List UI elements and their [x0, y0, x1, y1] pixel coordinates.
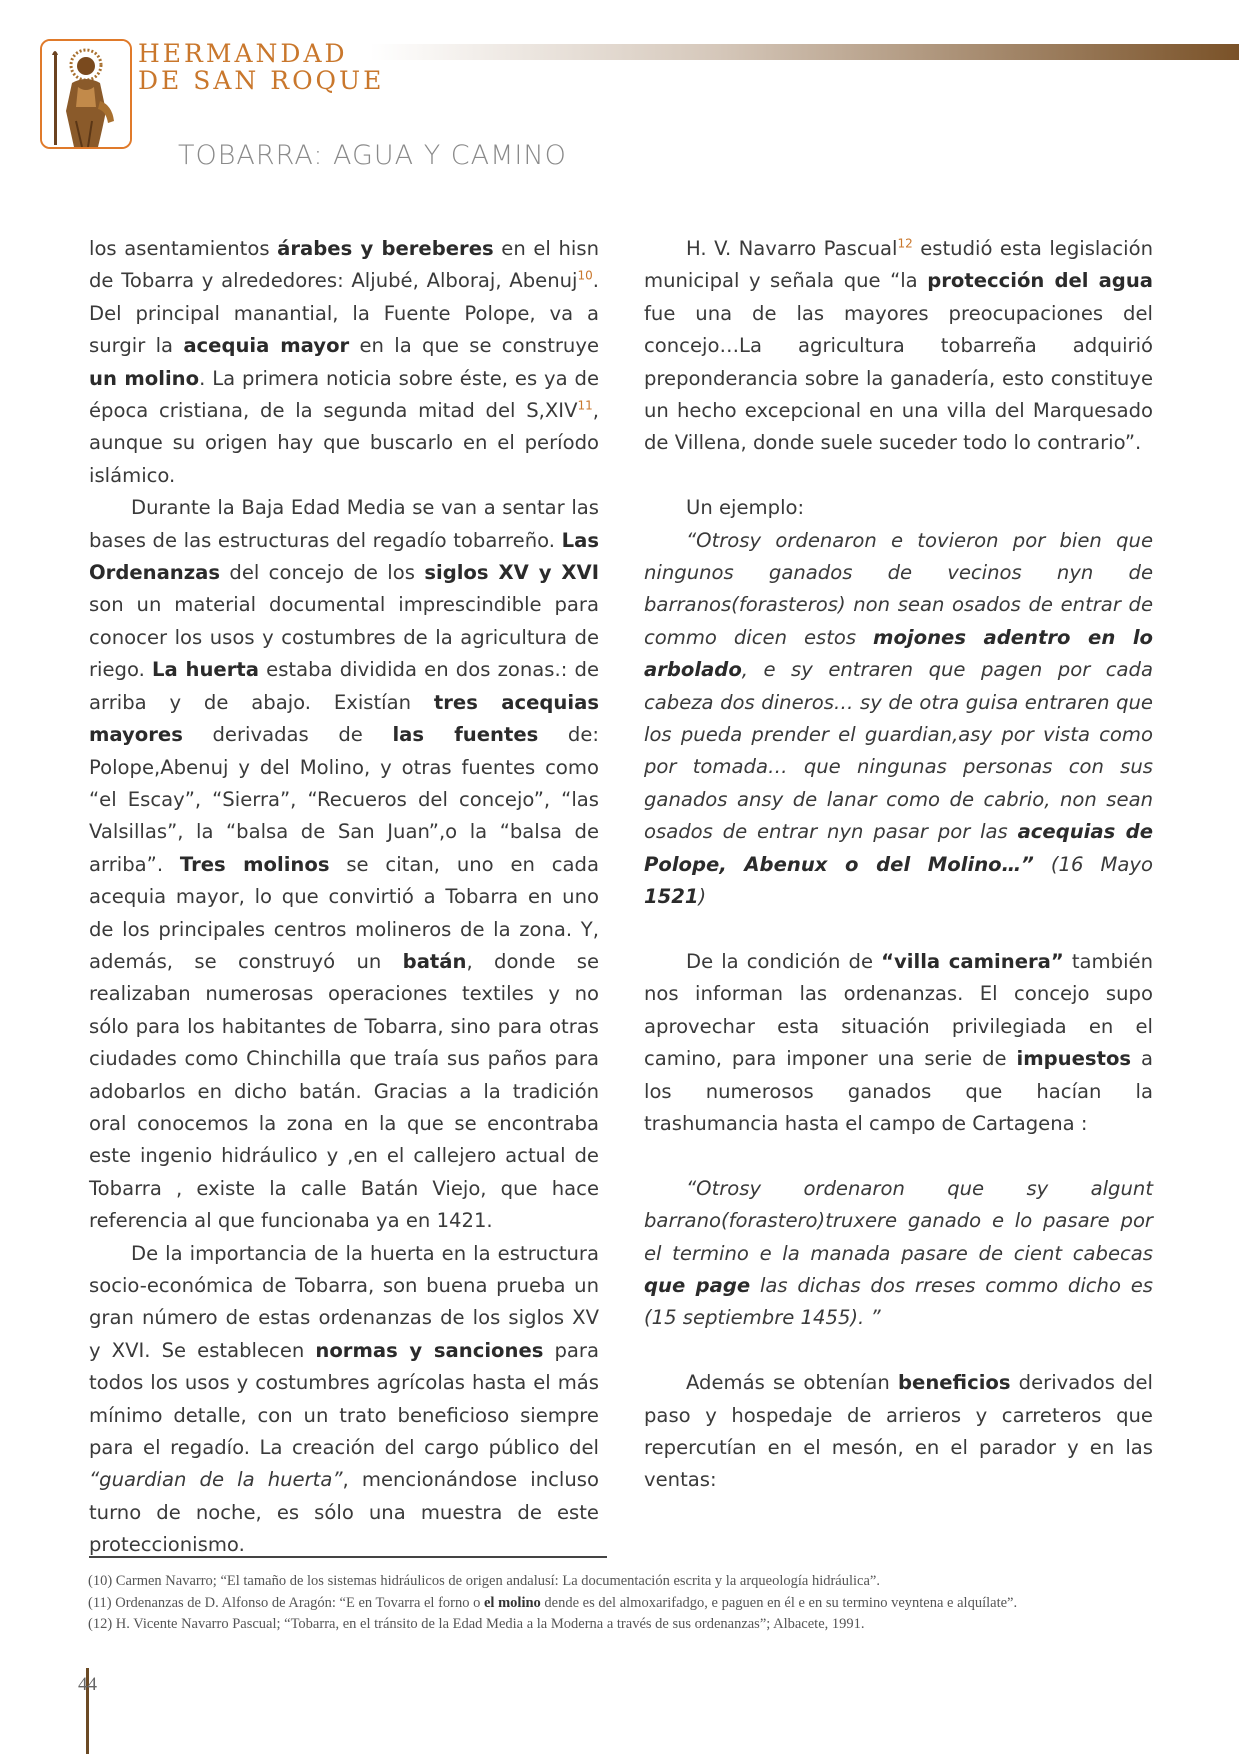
- san-roque-logo: [40, 39, 132, 149]
- bold-text: tres acequias mayores: [89, 690, 599, 747]
- text-run: “Otrosy ordenaron que sy algunt barrano(forastero)truxere ganado e lo pasare por el termino e la manada pasare de cient cabecas: [644, 1176, 1153, 1265]
- text-run: derivados del paso y hospedaje de arrieros y carreteros que repercutían en el mesón, en el parador y en las ventas:: [644, 1371, 1153, 1492]
- bold-text: siglos XV y XVI: [424, 561, 599, 585]
- text-run: del concejo de los: [220, 561, 425, 585]
- footnote-10: (10) Carmen Navarro; “El tamaño de los sistemas hidráulicos de origen andalusí: La documentación escrita y la arqueología hidráulica”.: [88, 1573, 880, 1589]
- brand-line-2: DE SAN ROQUE: [138, 66, 385, 95]
- footnotes: [88, 1571, 1188, 1636]
- quote-paragraph: [644, 1173, 1153, 1335]
- page-number: 44: [78, 1674, 97, 1695]
- text-run: De la condición de: [686, 949, 882, 973]
- footnote-ref: 10: [577, 268, 593, 283]
- text-run: ): [698, 885, 707, 909]
- spacer: [644, 914, 1153, 946]
- text-run: las dichas dos rreses commo dicho es (15 septiembre 1455). ”: [644, 1273, 1153, 1330]
- footnote-11: [88, 1593, 1188, 1615]
- paragraph-intro: Un ejemplo:: [686, 496, 805, 520]
- text-run: “Otrosy ordenaron e tovieron por bien que ningunos ganados de vecinos nyn de barranos(forasteros) non sean osados de entrar de commo dicen estos: [644, 528, 1153, 649]
- bold-text: acequias de Polope, Abenux o del Molino…”: [644, 820, 1153, 876]
- text-run: Durante la Baja Edad Media se van a sentar las bases de las estructuras del regadío tobarreño.: [89, 496, 599, 552]
- footnote-12: (12) H. Vicente Navarro Pascual; “Tobarra, en el tránsito de la Edad Media a la Moderna a través de sus ordenanzas”; Albacete, 1991.: [88, 1616, 865, 1632]
- text-run: en el hisn de Tobarra y alrededores: Aljubé, Alboraj, Abenuj: [89, 237, 599, 293]
- paragraph: [644, 1367, 1153, 1497]
- text-run: estudió esta legislación municipal y señala que “la: [644, 237, 1153, 293]
- spacer: [644, 1140, 1153, 1172]
- bold-text: las fuentes: [392, 723, 539, 747]
- text-run: son un material documental imprescindible para conocer los usos y costumbres de la agricultura de riego.: [89, 593, 599, 682]
- bold-text: Tres molinos: [179, 852, 330, 876]
- bold-text: un molino: [89, 366, 200, 390]
- text-run: los asentamientos: [89, 237, 278, 260]
- text-run: estaba dividida en dos zonas.: de arriba y de abajo. Existían: [89, 658, 599, 714]
- text-run: (11) Ordenanzas de D. Alfonso de Aragón: “E en Tovarra el forno o: [88, 1594, 484, 1611]
- italic-text: “guardian de la huerta”: [89, 1468, 343, 1492]
- text-run: , e sy entraren que pagen por cada cabeza dos dineros… sy de otra guisa entraren que los pueda prender el guardian,asy por vista como por tomada… que ningunas personas con sus ganados ansy de lanar como de cabrio, non sean osados de entrar nyn pasar por las: [644, 658, 1153, 844]
- text-run: . La primera noticia sobre éste, es ya de época cristiana, de la segunda mitad del S,XIV: [89, 366, 599, 423]
- text-run: para todos los usos y costumbres agrícolas hasta el más mínimo detalle, con un trato beneficioso siempre para el regadío. La creación del cargo público del: [89, 1338, 599, 1460]
- text-run: , mencionándose incluso turno de noche, es sólo una muestra de este proteccionismo.: [89, 1468, 599, 1557]
- paragraph: [89, 233, 599, 492]
- footnote-ref: 11: [577, 398, 593, 413]
- spacer: [644, 1335, 1153, 1367]
- text-run: se citan, uno en cada acequia mayor, lo que convirtió a Tobarra en uno de los principales centros molineros de la zona. Y, además, se construyó un: [89, 852, 599, 973]
- quote-paragraph: [644, 525, 1153, 914]
- text-run: . Del principal manantial, la Fuente Polope, va a surgir la: [89, 269, 599, 358]
- bold-text: el molino: [484, 1594, 541, 1611]
- bold-text: que page: [644, 1273, 751, 1297]
- bold-text: árabes y bereberes: [277, 237, 494, 260]
- bold-text: “villa caminera”: [881, 949, 1064, 973]
- paragraph: [89, 492, 599, 1237]
- footnote-divider: [89, 1556, 607, 1558]
- paragraph: [644, 233, 1153, 460]
- text-run: , aunque su origen hay que buscarlo en el período islámico.: [89, 399, 599, 487]
- spacer: [644, 460, 1153, 492]
- paragraph: [89, 1238, 599, 1562]
- text-run: (16 Mayo: [1033, 852, 1153, 876]
- bold-text: acequia mayor: [183, 334, 350, 358]
- text-run: en la que se construye: [349, 334, 599, 358]
- footnote-ref: 12: [897, 236, 913, 251]
- text-run: fue una de las mayores preocupaciones del concejo…La agricultura tobarreña adquirió preponderancia sobre la ganadería, esto constituye un hecho excepcional en una villa del Marquesado de Villena, donde suele suceder todo lo contrario”.: [644, 301, 1153, 455]
- bold-text: Las Ordenanzas: [89, 528, 599, 585]
- bold-text: beneficios: [898, 1371, 1011, 1395]
- bold-text: batán: [402, 949, 467, 973]
- text-run: derivadas de: [182, 723, 393, 747]
- bold-text: normas y sanciones: [315, 1338, 544, 1362]
- text-run: a los numerosos ganados que hacían la trashumancia hasta el campo de Cartagena :: [644, 1047, 1153, 1135]
- left-column: [89, 233, 599, 1562]
- text-run: también nos informan las ordenanzas. El concejo supo aprovechar esta situación privilegiada en el camino, para imponer una serie de: [644, 949, 1153, 1071]
- brand-line-1: HERMANDAD: [138, 39, 348, 68]
- bold-text: mojones adentro en lo arbolado: [644, 625, 1153, 682]
- section-subtitle: TOBARRA: AGUA Y CAMINO: [178, 140, 567, 171]
- bold-text: La huerta: [152, 658, 259, 682]
- saint-figure-image: [42, 41, 130, 147]
- text-run: Además se obtenían: [686, 1371, 898, 1395]
- text-run: de: Polope,Abenuj y del Molino, y otras fuentes como “el Escay”, “Sierra”, “Recueros del concejo”, “las Valsillas”, la “balsa de San Juan”,o la “balsa de arriba”.: [89, 723, 599, 876]
- text-run: dende es del almoxarifadgo, e paguen en él e en su termino veyntena e alquílate”.: [540, 1594, 1018, 1611]
- text-run: , donde se realizaban numerosas operaciones textiles y no sólo para los habitantes de Tobarra, sino para otras ciudades como Chinchilla que traía sus paños para adobarlos en dicho batán. Gracias a la tradición oral conocemos la zona en la que se encontraba este ingenio hidráulico y ,en el callejero actual de Tobarra , existe la calle Batán Viejo, que hace referencia al que funcionaba ya en 1421.: [89, 949, 599, 1233]
- right-column: [644, 233, 1153, 1497]
- header-gradient-bar: [370, 44, 1239, 60]
- bold-text: impuestos: [1016, 1047, 1132, 1071]
- bold-text: protección del agua: [927, 269, 1153, 293]
- brand-name: [138, 40, 384, 94]
- text-run: H. V. Navarro Pascual: [686, 237, 898, 260]
- text-run: De la importancia de la huerta en la estructura socio-económica de Tobarra, son buena prueba un gran número de estas ordenanzas de los siglos XV y XVI. Se establecen: [89, 1241, 599, 1362]
- paragraph: [644, 946, 1153, 1140]
- bold-text: 1521: [644, 885, 699, 909]
